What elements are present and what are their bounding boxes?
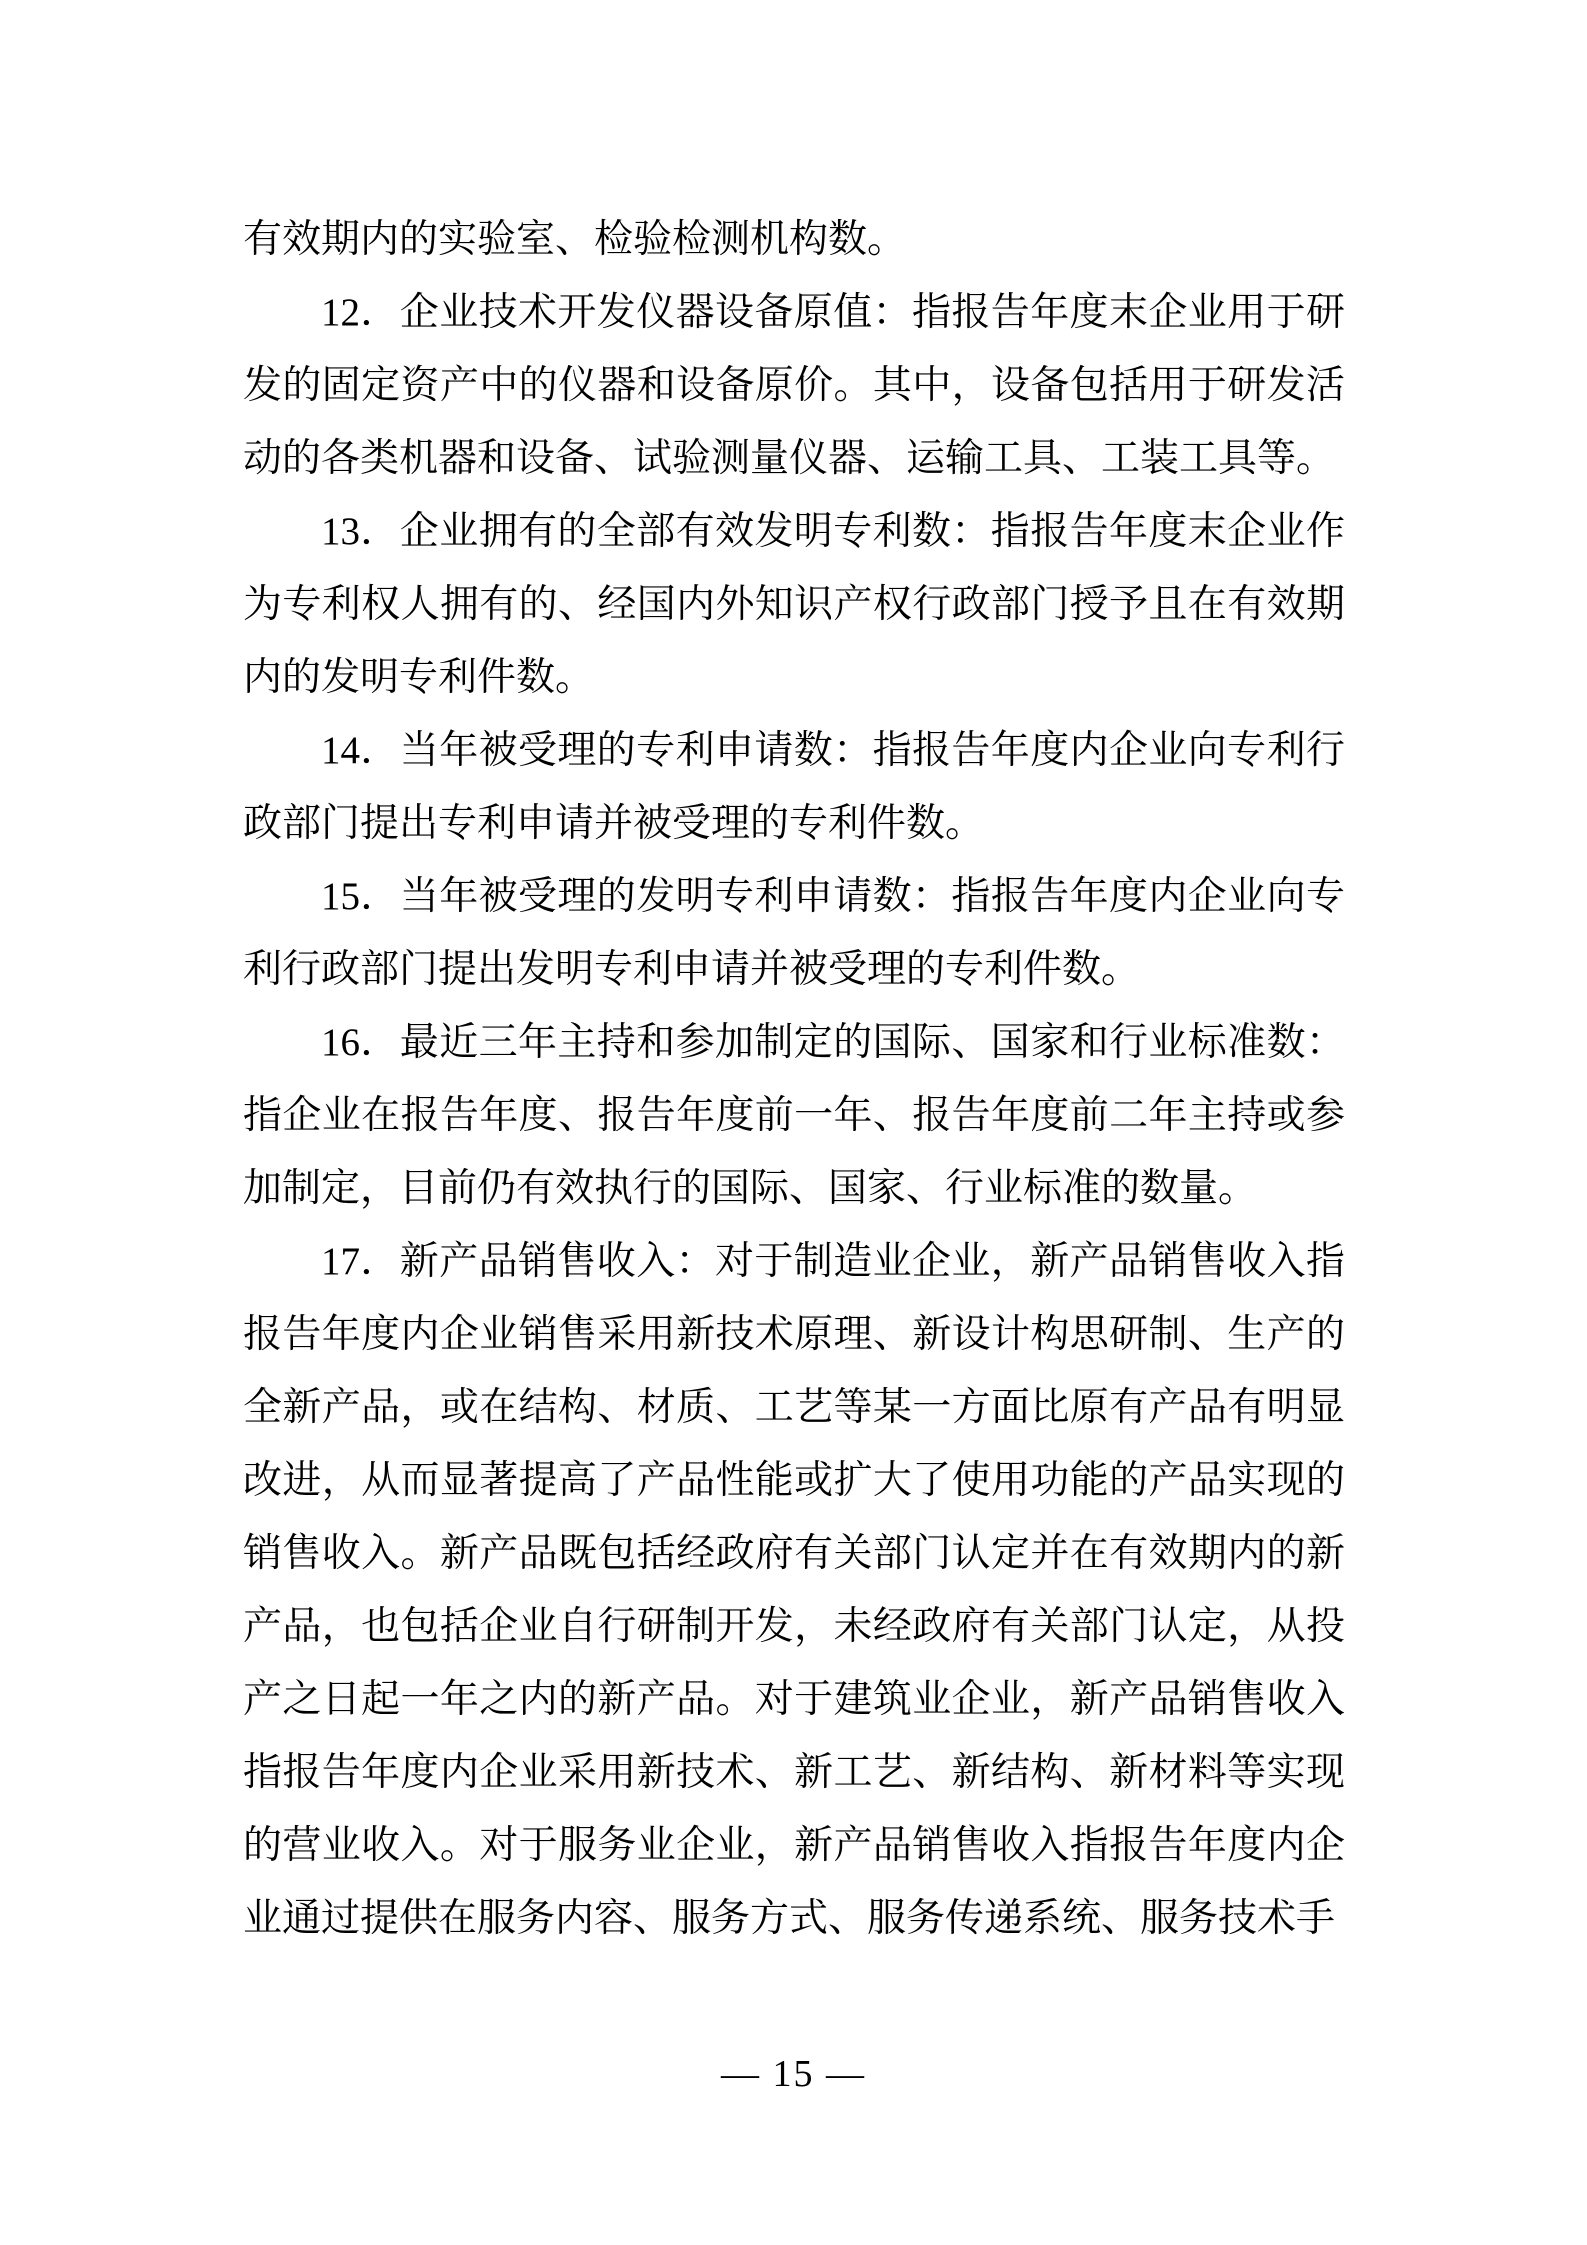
paragraph-item-12: 12．企业技术开发仪器设备原值：指报告年度末企业用于研发的固定资产中的仪器和设备原价。其中，设备包括用于研发活动的各类机器和设备、试验测量仪器、运输工具、工装工具等。 bbox=[243, 291, 1345, 480]
paragraph-item-15: 15．当年被受理的发明专利申请数：指报告年度内企业向专利行政部门提出发明专利申请并被受理的专利件数。 bbox=[243, 875, 1345, 991]
paragraph-continuation: 有效期内的实验室、检验检测机构数。 bbox=[243, 218, 907, 261]
paragraph-item-16: 16．最近三年主持和参加制定的国际、国家和行业标准数：指企业在报告年度、报告年度前一年、报告年度前二年主持或参加制定，目前仍有效执行的国际、国家、行业标准的数量。 bbox=[243, 1021, 1345, 1210]
paragraph-item-13: 13．企业拥有的全部有效发明专利数：指报告年度末企业作为专利权人拥有的、经国内外知识产权行政部门授予且在有效期内的发明专利件数。 bbox=[243, 510, 1345, 699]
page-number: — 15 — bbox=[721, 2053, 866, 2095]
paragraph-item-14: 14．当年被受理的专利申请数：指报告年度内企业向专利行政部门提出专利申请并被受理的专利件数。 bbox=[243, 729, 1345, 845]
paragraph-item-17: 17．新产品销售收入：对于制造业企业，新产品销售收入指报告年度内企业销售采用新技术原理、新设计构思研制、生产的全新产品，或在结构、材质、工艺等某一方面比原有产品有明显改进，从而显著提高了产品性能或扩大了使用功能的产品实现的销售收入。新产品既包括经政府有关部门认定并在有效期内的新产品，也包括企业自行研制开发，未经政府有关部门认定，从投产之日起一年之内的新产品。对于建筑业企业，新产品销售收入指报告年度内企业采用新技术、新工艺、新结构、新材料等实现的营业收入。对于服务业企业，新产品销售收入指报告年度内企业通过提供在服务内容、服务方式、服务传递系统、服务技术手 bbox=[243, 1240, 1345, 1940]
